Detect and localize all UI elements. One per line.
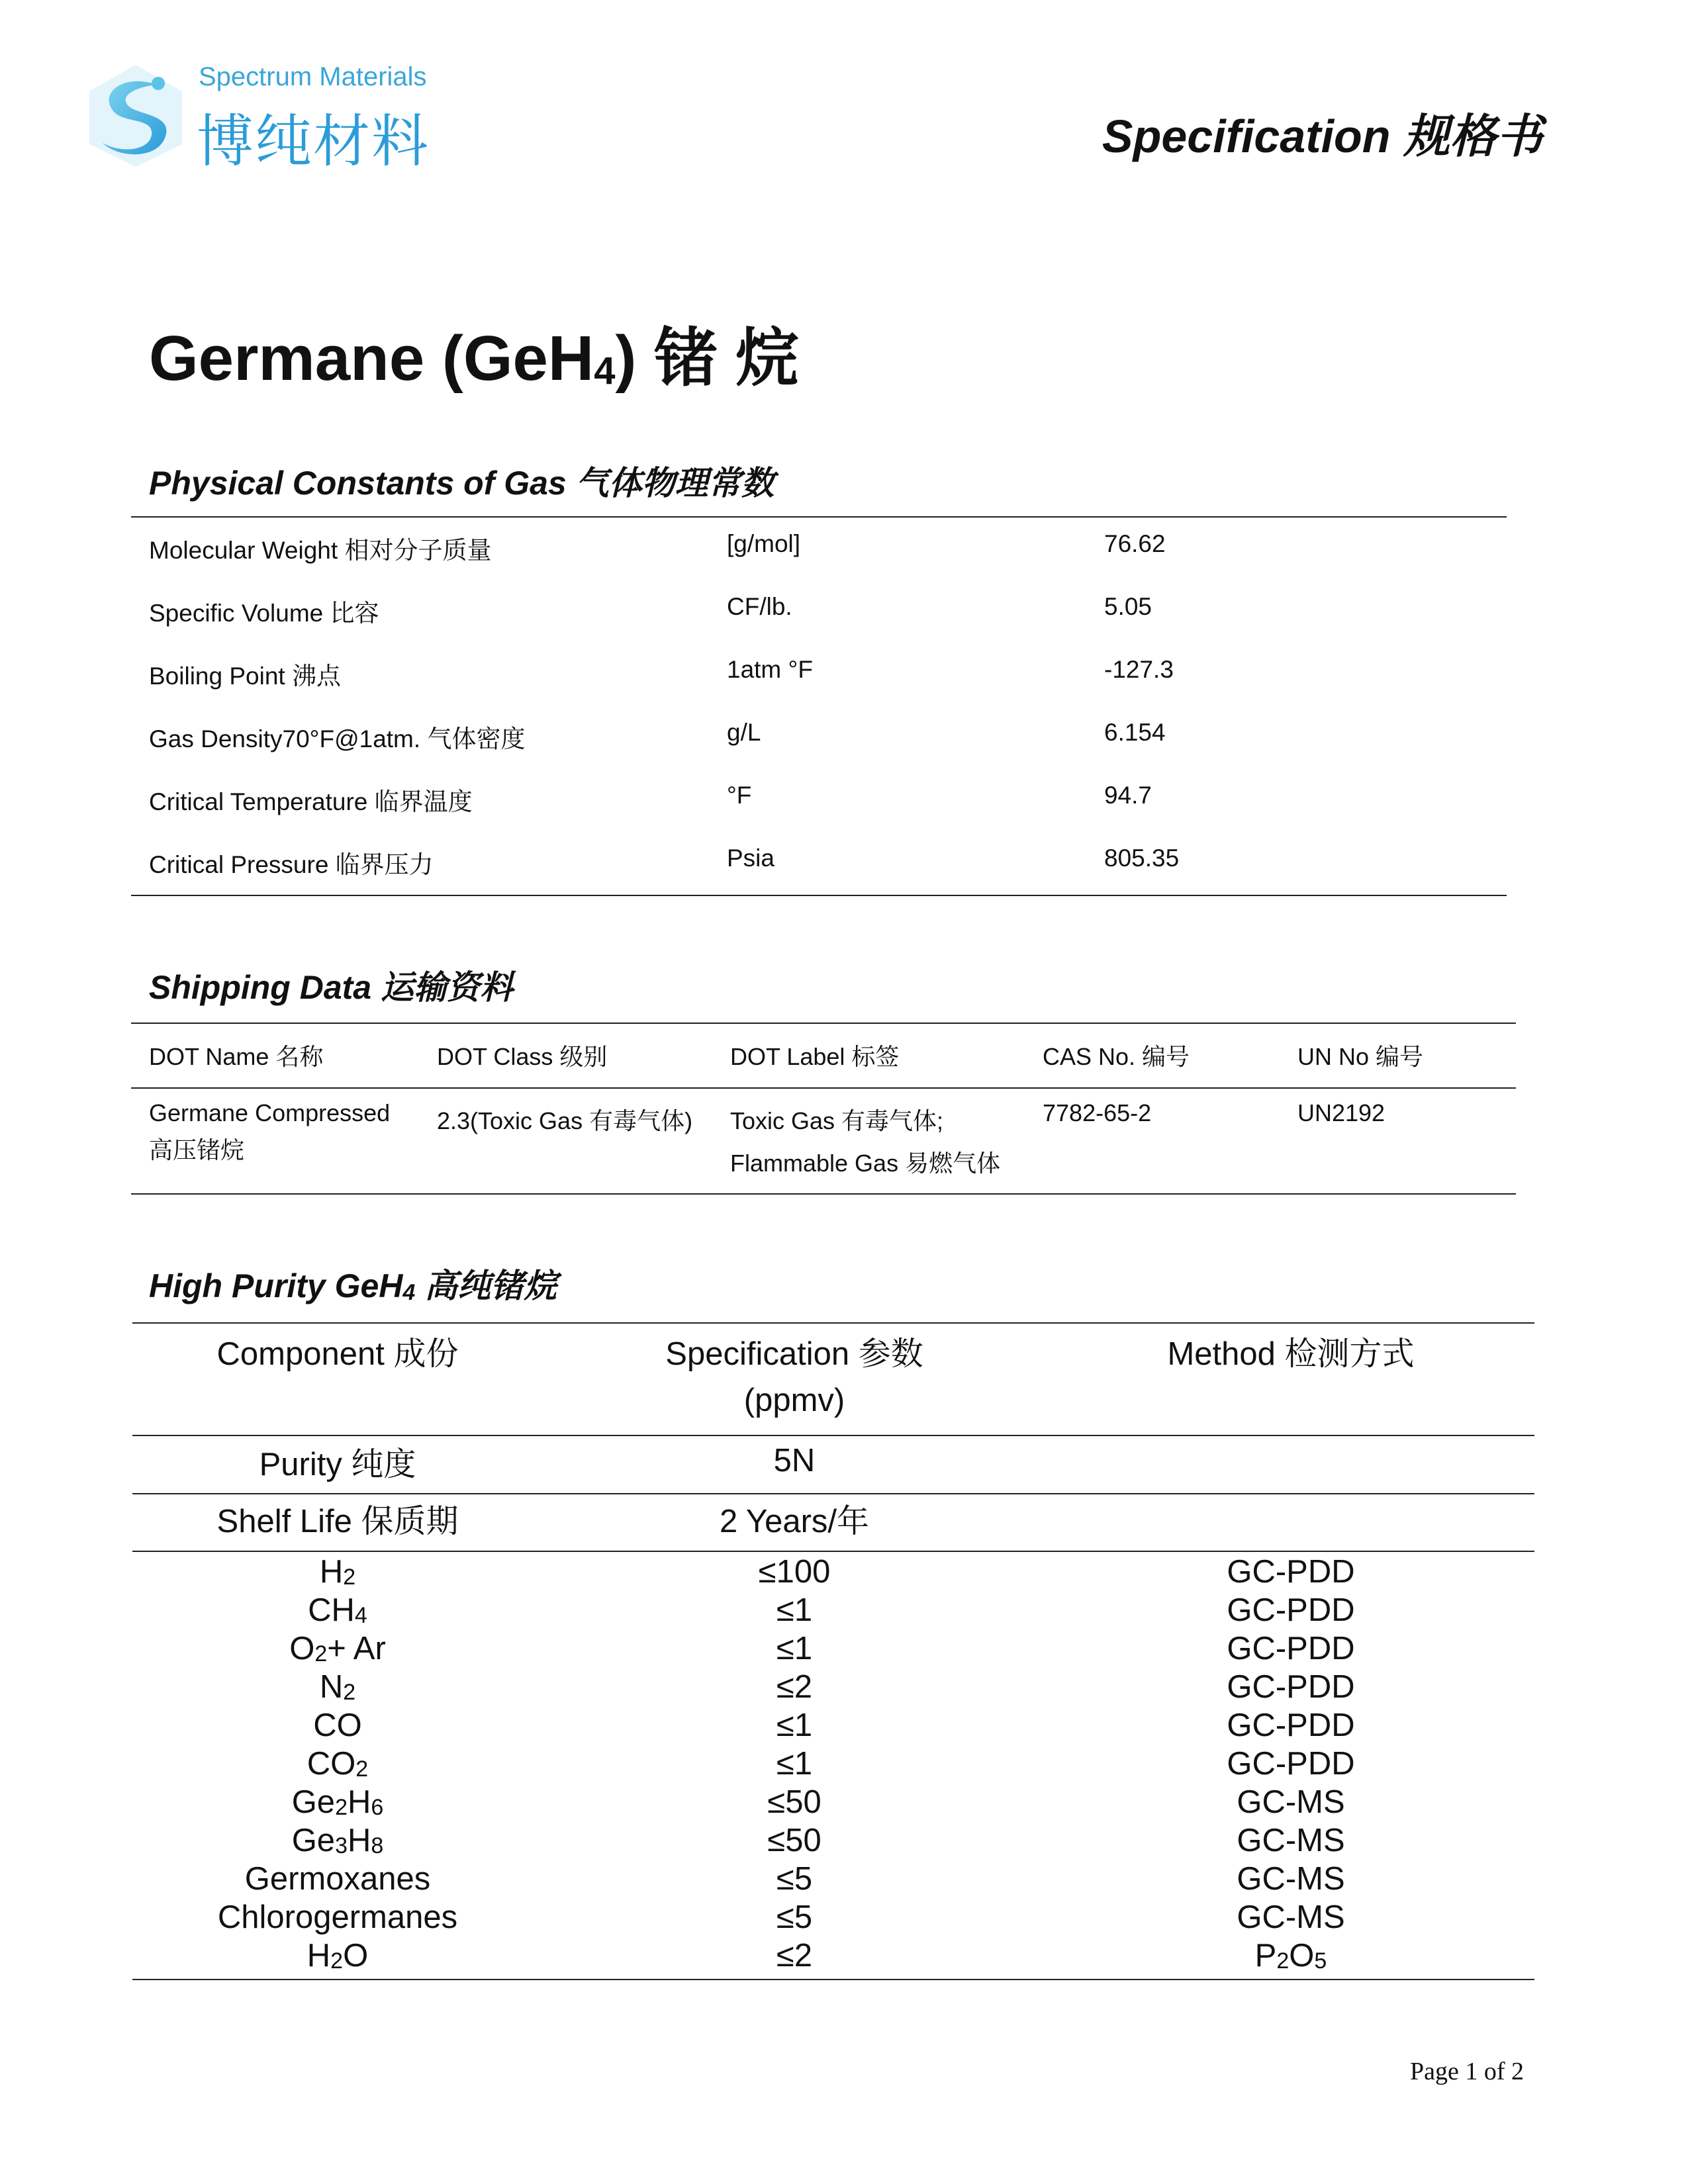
product-title-name: Germane (GeH bbox=[149, 323, 594, 394]
impurity-spec: ≤1 bbox=[776, 1592, 813, 1628]
physical-unit: [g/mol] bbox=[727, 530, 801, 557]
impurity-component: $H_2$ bbox=[319, 1554, 356, 1590]
physical-label: Specific Volume 比容 bbox=[149, 600, 379, 627]
impurity-component: $H_2O$ bbox=[306, 1938, 369, 1974]
impurity-spec: ≤100 bbox=[758, 1554, 831, 1590]
physical-label: Critical Temperature 临界温度 bbox=[149, 788, 473, 815]
shipping-header-un: UN No 编号 bbox=[1297, 1043, 1424, 1070]
shipping-header-cas: CAS No. 编号 bbox=[1043, 1043, 1190, 1070]
physical-label: Critical Pressure 临界压力 bbox=[149, 851, 434, 878]
impurity-method: GC-PDD bbox=[1227, 1631, 1355, 1666]
physical-unit: CF/lb. bbox=[727, 593, 792, 620]
high-purity-title-cn: 高纯锗烷 bbox=[415, 1267, 557, 1304]
high-purity-title-text: High Purity GeH bbox=[149, 1267, 403, 1304]
purity-header-spec-line2: (ppmv) bbox=[743, 1383, 845, 1418]
shipping-header-rule bbox=[131, 1087, 1516, 1089]
shipping-dot-label-line1: Toxic Gas 有毒气体; bbox=[730, 1107, 944, 1134]
shipping-table-top-rule bbox=[131, 1023, 1516, 1024]
product-title bbox=[149, 308, 799, 398]
shipping-cas-value: 7782-65-2 bbox=[1043, 1099, 1152, 1126]
impurity-method: GC-MS bbox=[1237, 1823, 1345, 1858]
impurity-component: $CH_4$ bbox=[308, 1592, 367, 1628]
shipping-dot-name-line2: 高压锗烷 bbox=[149, 1136, 245, 1163]
impurity-component: $Ge_2H_6$ bbox=[291, 1784, 384, 1820]
shelf-life-row-rule bbox=[132, 1551, 1534, 1552]
physical-label: Gas Density70°F@1atm. 气体密度 bbox=[149, 725, 526, 752]
company-logo bbox=[83, 53, 430, 173]
physical-value: 5.05 bbox=[1104, 593, 1152, 620]
impurity-spec: ≤5 bbox=[776, 1861, 813, 1897]
high-purity-title-subscript: 4 bbox=[402, 1280, 416, 1305]
shipping-dot-class-value: 2.3(Toxic Gas 有毒气体) bbox=[437, 1107, 693, 1134]
impurity-component: Germoxanes bbox=[244, 1861, 431, 1897]
impurity-method: GC-PDD bbox=[1227, 1592, 1355, 1628]
physical-unit: °F bbox=[727, 782, 752, 809]
document-type-heading: Specification 规格书 bbox=[1102, 111, 1542, 162]
impurity-component: $N_2$ bbox=[319, 1669, 356, 1705]
impurity-method: GC-PDD bbox=[1227, 1746, 1355, 1782]
purity-header-component: Component 成份 bbox=[216, 1336, 459, 1372]
shipping-header-dot-label: DOT Label 标签 bbox=[730, 1043, 900, 1070]
purity-row-rule bbox=[132, 1493, 1534, 1494]
impurity-method: $P_2O_5$ bbox=[1254, 1938, 1327, 1974]
purity-table-bottom-rule bbox=[132, 1979, 1534, 1980]
impurity-spec: ≤1 bbox=[776, 1631, 813, 1666]
impurity-spec: ≤5 bbox=[776, 1899, 813, 1935]
impurity-spec: ≤50 bbox=[767, 1784, 821, 1820]
logo-english-text: Spectrum Materials bbox=[199, 62, 427, 91]
impurity-component: $CO_2$ bbox=[306, 1746, 369, 1782]
purity-header-spec-line1: Specification 参数 bbox=[665, 1336, 923, 1372]
high-purity-title bbox=[149, 1259, 557, 1307]
shipping-dot-name-line1: Germane Compressed bbox=[149, 1099, 391, 1126]
physical-label: Molecular Weight 相对分子质量 bbox=[149, 537, 492, 564]
impurity-spec: ≤50 bbox=[767, 1823, 821, 1858]
shipping-header-dot-class: DOT Class 级别 bbox=[437, 1043, 608, 1070]
shipping-data-title: Shipping Data 运输资料 bbox=[149, 969, 513, 1006]
physical-value: 94.7 bbox=[1104, 782, 1152, 809]
impurity-method: GC-MS bbox=[1237, 1861, 1345, 1897]
shelf-life-label: Shelf Life 保质期 bbox=[216, 1504, 459, 1539]
physical-unit: g/L bbox=[727, 719, 761, 746]
purity-header-rule bbox=[132, 1435, 1534, 1436]
physical-unit: 1atm °F bbox=[727, 656, 813, 683]
impurity-method: GC-PDD bbox=[1227, 1669, 1355, 1705]
product-title-rest: ) 锗 烷 bbox=[615, 323, 799, 394]
physical-table-top-rule bbox=[131, 516, 1507, 518]
physical-table-bottom-rule bbox=[131, 895, 1507, 896]
impurity-spec: ≤2 bbox=[776, 1938, 813, 1974]
shipping-un-value: UN2192 bbox=[1297, 1099, 1385, 1126]
impurity-method: GC-MS bbox=[1237, 1784, 1345, 1820]
purity-label: Purity 纯度 bbox=[259, 1447, 416, 1482]
impurity-spec: ≤1 bbox=[776, 1746, 813, 1782]
impurity-spec: ≤1 bbox=[776, 1707, 813, 1743]
purity-value: 5N bbox=[773, 1443, 816, 1479]
impurity-component: Chlorogermanes bbox=[217, 1899, 458, 1935]
page-number: Page 1 of 2 bbox=[1410, 2058, 1524, 2085]
logo-mark-icon bbox=[83, 60, 189, 172]
physical-value: 805.35 bbox=[1104, 844, 1180, 872]
physical-value: -127.3 bbox=[1104, 656, 1174, 683]
impurity-component: $O_2+ Ar$ bbox=[289, 1631, 386, 1666]
impurity-method: GC-PDD bbox=[1227, 1707, 1355, 1743]
impurity-method: GC-MS bbox=[1237, 1899, 1345, 1935]
impurity-component: $Ge_3H_8$ bbox=[291, 1823, 384, 1858]
physical-value: 76.62 bbox=[1104, 530, 1166, 557]
impurity-method: GC-PDD bbox=[1227, 1554, 1355, 1590]
purity-header-method: Method 检测方式 bbox=[1167, 1336, 1415, 1372]
product-title-subscript: 4 bbox=[594, 349, 616, 392]
physical-unit: Psia bbox=[727, 844, 774, 872]
shipping-dot-label-line2: Flammable Gas 易燃气体 bbox=[730, 1150, 1001, 1177]
physical-constants-title: Physical Constants of Gas 气体物理常数 bbox=[149, 465, 774, 502]
purity-table-top-rule bbox=[132, 1322, 1534, 1324]
logo-chinese-text: 博纯材料 bbox=[197, 110, 430, 173]
physical-value: 6.154 bbox=[1104, 719, 1166, 746]
impurity-spec: ≤2 bbox=[776, 1669, 813, 1705]
shelf-life-value: 2 Years/年 bbox=[719, 1504, 870, 1539]
shipping-header-dot-name: DOT Name 名称 bbox=[149, 1043, 324, 1070]
shipping-table-bottom-rule bbox=[131, 1193, 1516, 1195]
physical-label: Boiling Point 沸点 bbox=[149, 662, 341, 690]
impurity-component: CO bbox=[313, 1707, 362, 1743]
